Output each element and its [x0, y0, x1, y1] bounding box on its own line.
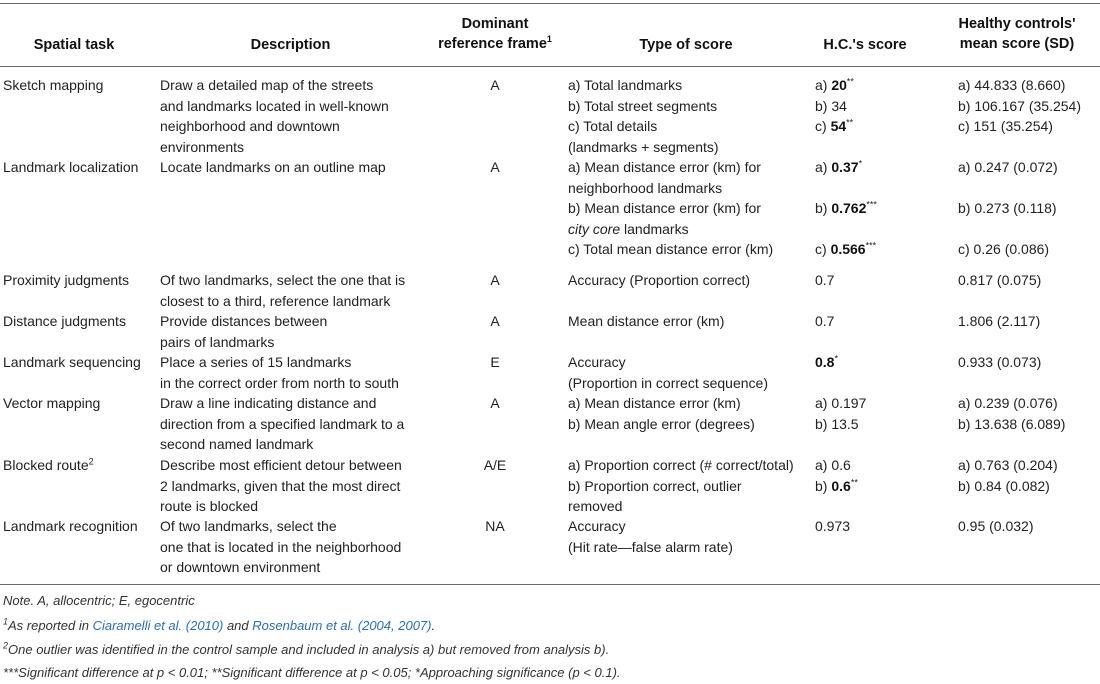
row-control-score: 0.933 (0.073)	[958, 354, 1042, 370]
row-task-name: Blocked route$^2$	[3, 456, 94, 473]
row-task-name: Landmark sequencing	[3, 354, 141, 370]
row-hc-score: a) 0.197	[815, 395, 867, 411]
row-description-line: Describe most efficient detour between	[160, 457, 402, 473]
row-hc-score: b) 0.6**	[815, 476, 858, 494]
table-bottom-rule	[0, 584, 1100, 585]
row-control-score: a) 0.247 (0.072)	[958, 159, 1058, 175]
row-description-line: Draw a line indicating distance and	[160, 395, 377, 411]
row-task-name: Sketch mapping	[3, 77, 104, 93]
row-reference-frame: A	[490, 159, 500, 175]
row-control-score: b) 0.84 (0.082)	[958, 477, 1050, 494]
reference-link-ciaramelli[interactable]: Ciaramelli et al. (2010)	[92, 618, 224, 633]
row-reference-frame: A	[490, 272, 500, 288]
row-description-line: Provide distances between	[160, 313, 328, 329]
row-score-type-line: neighborhood landmarks	[568, 179, 723, 196]
row-score-type-line: city core landmarks	[568, 220, 689, 237]
reference-link-rosenbaum[interactable]: Rosenbaum et al. (2004, 2007)	[252, 618, 432, 633]
row-hc-score: 0.8*	[815, 353, 838, 370]
row-score-type-line: Accuracy (Proportion correct)	[568, 272, 751, 288]
row-hc-score: a) 20**	[815, 76, 854, 93]
row-score-type-line: a) Mean distance error (km) for	[568, 159, 761, 175]
row-description-line: and landmarks located in well-known	[160, 97, 389, 114]
row-control-score: a) 44.833 (8.660)	[958, 77, 1066, 93]
row-description-line: second named landmark	[160, 436, 314, 452]
row-reference-frame: A	[490, 77, 500, 93]
footnote-1: $^1$As reported in Ciaramelli et al. (2010) and Rosenbaum et al. (2004, 2007).	[3, 616, 436, 633]
row-control-score: b) 13.638 (6.089)	[958, 415, 1066, 432]
row-score-type-line: b) Mean distance error (km) for	[568, 200, 761, 216]
row-hc-score: 0.973	[815, 518, 851, 534]
row-control-score: 1.806 (2.117)	[958, 313, 1041, 329]
row-score-type-line: a) Proportion correct (# correct/total)	[568, 457, 794, 473]
row-score-type-line: (Proportion in correct sequence)	[568, 374, 768, 391]
row-score-type-line: (landmarks + segments)	[568, 138, 719, 155]
row-reference-frame: NA	[485, 518, 505, 534]
row-hc-score: a) 0.37*	[815, 158, 863, 175]
row-description-line: in the correct order from north to south	[160, 374, 399, 391]
row-score-type-line: b) Proportion correct, outlier	[568, 477, 742, 494]
row-description-line: Of two landmarks, select the one that is	[160, 272, 406, 288]
row-description-line: or downtown environment	[160, 559, 321, 575]
row-description-line: direction from a specified landmark to a	[160, 415, 405, 432]
row-control-score: b) 106.167 (35.254)	[958, 97, 1081, 114]
row-description-line: Locate landmarks on an outline map	[160, 159, 386, 175]
row-score-type-line: a) Total landmarks	[568, 77, 683, 93]
row-reference-frame: A	[490, 313, 500, 329]
row-control-score: c) 151 (35.254)	[958, 118, 1053, 134]
row-score-type-line: Accuracy	[568, 354, 626, 370]
row-score-type-line: c) Total details	[568, 118, 658, 134]
row-hc-score: 0.7	[815, 272, 835, 288]
row-description-line: environments	[160, 138, 245, 155]
header-bottom-rule	[0, 66, 1100, 67]
row-description-line: pairs of landmarks	[160, 333, 275, 350]
row-control-score: 0.817 (0.075)	[958, 272, 1042, 288]
header-spatial-task: Spatial task	[33, 37, 115, 53]
significance-legend: ***Significant difference at p < 0.01; **Significant difference at p < 0.05; *Approaching significance (p < 0.1).	[3, 665, 621, 680]
note-abbreviations: Note. A, allocentric; E, egocentric	[3, 593, 195, 608]
header-type-of-score: Type of score	[639, 37, 733, 53]
row-hc-score: 0.7	[815, 313, 835, 329]
row-score-type-line: a) Mean distance error (km)	[568, 395, 741, 411]
row-hc-score: b) 13.5	[815, 415, 859, 432]
row-score-type-line: Accuracy	[568, 518, 626, 534]
row-task-name: Vector mapping	[3, 395, 101, 411]
footnote-2: $^2$One outlier was identified in the control sample and included in analysis a) but removed from analysis b).	[3, 640, 610, 657]
header-hc-score: H.C.'s score	[823, 37, 907, 53]
row-hc-score: c) 54**	[815, 117, 854, 134]
row-control-score: a) 0.239 (0.076)	[958, 395, 1058, 411]
row-description-line: 2 landmarks, given that the most direct	[160, 477, 401, 494]
header-healthy-controls-line2: mean score (SD)	[959, 36, 1075, 52]
row-hc-score: b) 34	[815, 97, 847, 114]
row-control-score: c) 0.26 (0.086)	[958, 241, 1050, 257]
header-reference-frame	[425, 14, 565, 54]
row-task-name: Distance judgments	[3, 313, 126, 329]
header-reference-frame-line2: reference frame$^1$	[438, 34, 552, 52]
row-description-line: Of two landmarks, select the	[160, 518, 337, 534]
row-reference-frame: A/E	[483, 457, 507, 473]
header-reference-frame-line1: Dominant	[461, 16, 529, 32]
row-score-type-line: (Hit rate—false alarm rate)	[568, 538, 733, 555]
row-score-type-line: c) Total mean distance error (km)	[568, 241, 774, 257]
header-description: Description	[250, 37, 331, 53]
row-description-line: Place a series of 15 landmarks	[160, 354, 352, 370]
row-description-line: closest to a third, reference landmark	[160, 292, 391, 309]
row-hc-score: b) 0.762***	[815, 199, 877, 216]
row-score-type-line: b) Total street segments	[568, 97, 718, 114]
row-control-score: a) 0.763 (0.204)	[958, 457, 1058, 473]
row-score-type-line: Mean distance error (km)	[568, 313, 725, 329]
header-healthy-controls-line1: Healthy controls'	[958, 16, 1076, 32]
row-hc-score: c) 0.566***	[815, 240, 877, 257]
row-hc-score: a) 0.6	[815, 457, 851, 473]
row-reference-frame: A	[490, 395, 500, 411]
row-score-type-line: b) Mean angle error (degrees)	[568, 415, 755, 432]
row-description-line: neighborhood and downtown	[160, 118, 340, 134]
row-task-name: Landmark recognition	[3, 518, 138, 534]
row-control-score: b) 0.273 (0.118)	[958, 200, 1057, 216]
row-task-name: Proximity judgments	[3, 272, 130, 288]
row-control-score: 0.95 (0.032)	[958, 518, 1034, 534]
table-top-rule	[0, 3, 1100, 4]
row-description-line: Draw a detailed map of the streets	[160, 77, 374, 93]
row-task-name: Landmark localization	[3, 159, 139, 175]
row-score-type-line: removed	[568, 498, 623, 514]
row-description-line: one that is located in the neighborhood	[160, 538, 402, 555]
header-healthy-controls	[938, 14, 1096, 54]
row-reference-frame: E	[490, 354, 500, 370]
row-description-line: route is blocked	[160, 498, 259, 514]
